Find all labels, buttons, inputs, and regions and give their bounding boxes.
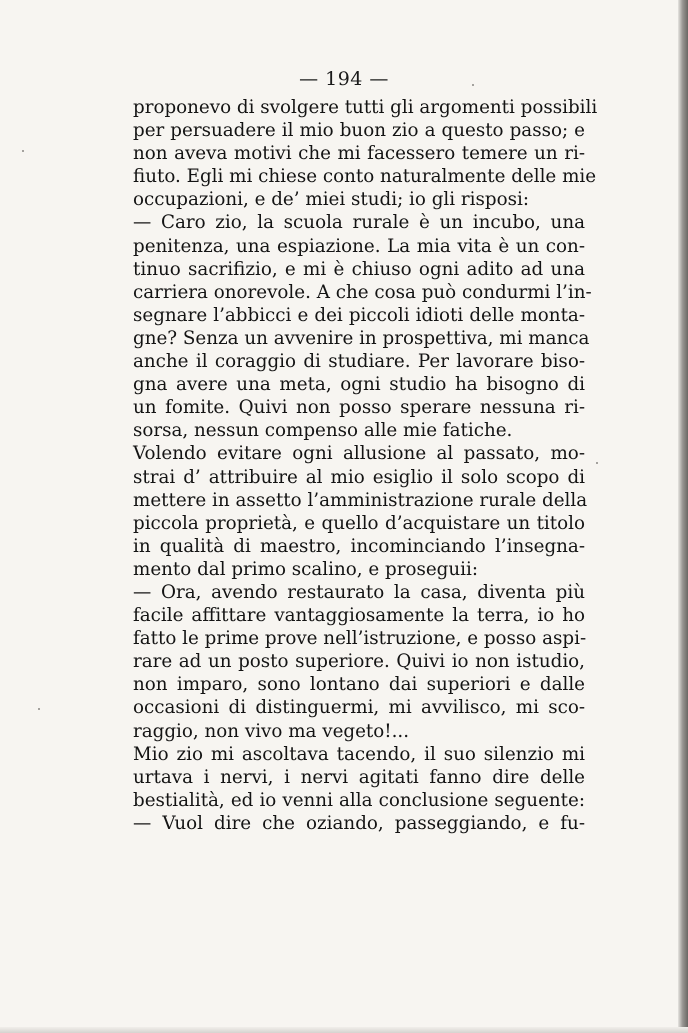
text-line: — Ora, avendo restaurato la casa, diventa più — [133, 581, 585, 603]
text-line: anche il coraggio di studiare. Per lavorare biso- — [133, 351, 585, 373]
text-line: rare ad un posto superiore. Quivi io non istudio, — [133, 651, 585, 673]
text-line: non imparo, sono lontano dai superiori e dalle — [133, 674, 585, 696]
page-bottom-edge — [0, 1027, 688, 1033]
text-line: — Caro zio, la scuola rurale è un incubo, una — [133, 212, 585, 234]
text-line: fatto le prime prove nell’istruzione, e posso aspi- — [133, 628, 587, 650]
text-line: urtava i nervi, i nervi agitati fanno dire delle — [133, 766, 585, 788]
text-line: fiuto. Egli mi chiese conto naturalmente delle mie — [133, 166, 597, 188]
text-line: in qualità di maestro, incominciando l’insegna- — [133, 535, 585, 557]
page-edge-shadow — [678, 0, 688, 1033]
text-line: segnare l’abbicci e dei piccoli idioti delle monta- — [133, 304, 585, 326]
page-number: — 194 — — [299, 68, 389, 90]
text-line: gna avere una meta, ogni studio ha bisogno di — [133, 374, 585, 396]
text-line: occasioni di distinguermi, mi avvilisco, mi sco- — [133, 697, 585, 719]
text-line: tinuo sacrifizio, e mi è chiuso ogni adito ad una — [133, 258, 585, 280]
text-line: strai d’ attribuire al mio esiglio il solo scopo di — [133, 466, 585, 488]
text-line: mettere in assetto l’amministrazione rurale della — [133, 489, 588, 511]
text-line: un fomite. Quivi non posso sperare nessuna ri- — [133, 397, 585, 419]
text-line: penitenza, una espiazione. La mia vita è un con- — [133, 235, 585, 257]
text-line: bestialità, ed io venni alla conclusione seguente: — [133, 789, 585, 811]
text-line: Mio zio mi ascoltava tacendo, il suo silenzio mi — [133, 743, 585, 765]
text-line: proponevo di svolgere tutti gli argomenti possibili — [133, 97, 598, 118]
text-line: — Vuol dire che oziando, passeggiando, e fu- — [133, 812, 585, 834]
paper-speck — [22, 150, 24, 152]
text-line: facile affittare vantaggiosamente la terra, io ho — [133, 605, 585, 627]
paper-speck — [596, 462, 598, 464]
text-line: non aveva motivi che mi facessero temere un ri- — [133, 143, 585, 165]
paper-speck — [38, 708, 40, 710]
text-line: per persuadere il mio buon zio a questo passo; e — [133, 120, 585, 142]
text-line: carriera onorevole. A che cosa può condurmi l’in- — [133, 281, 592, 303]
text-line: mento dal primo scalino, e proseguii: — [133, 558, 479, 580]
text-line: occupazioni, e de’ miei studi; io gli risposi: — [133, 189, 529, 211]
body-text — [133, 96, 598, 835]
text-line: sorsa, nessun compenso alle mie fatiche. — [133, 420, 513, 442]
text-line: piccola proprietà, e quello d’acquistare un titolo — [133, 512, 585, 534]
text-line: gne? Senza un avvenire in prospettiva, mi manca — [133, 327, 590, 349]
text-line: raggio, non vivo ma vegeto!... — [133, 720, 410, 742]
text-line: Volendo evitare ogni allusione al passato, mo- — [133, 443, 585, 465]
paper-speck — [472, 84, 474, 86]
